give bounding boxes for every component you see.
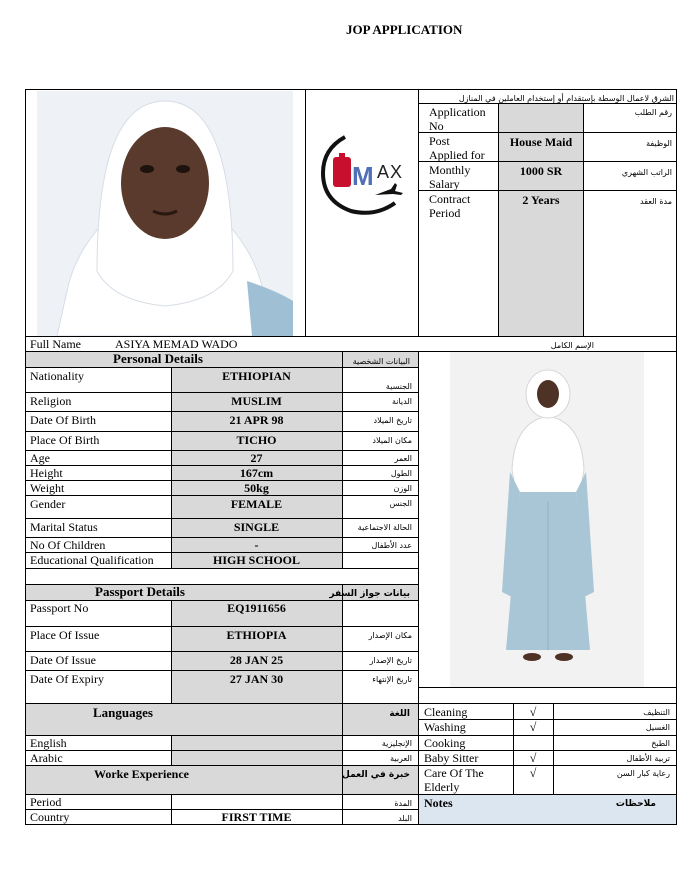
salary-label-ar: الراتب الشهري bbox=[621, 168, 672, 177]
company-name-ar: الشرق لاعمال الوسطة بإستقدام أو إستخدام العاملين في المنازل bbox=[458, 94, 674, 103]
full-name-value: ASIYA MEMAD WADO bbox=[115, 337, 238, 351]
skill-elderly-label-ar: رعاية كبار السن bbox=[616, 769, 670, 778]
period-label-ar: المدة bbox=[394, 799, 412, 808]
passport-no-value: EQ1911656 bbox=[227, 601, 286, 615]
post-label: Post Applied for bbox=[429, 134, 485, 162]
expiry-date-label-ar: تاريخ الإنتهاء bbox=[372, 675, 412, 684]
skill-washing-label: Washing bbox=[424, 720, 466, 734]
post-label-ar: الوظيفة bbox=[646, 139, 672, 148]
company-logo bbox=[319, 123, 407, 217]
country-label: Country bbox=[30, 810, 70, 824]
period-label: Period bbox=[30, 795, 62, 809]
personal-heading-ar: البيانات الشخصية bbox=[352, 357, 410, 366]
full-body-photo bbox=[450, 352, 644, 687]
marital-value: SINGLE bbox=[233, 520, 280, 534]
gender-label: Gender bbox=[30, 497, 66, 511]
passport-heading-ar: بيانات جواز السفر bbox=[329, 589, 410, 599]
full-name-label-ar: الإسم الكامل bbox=[550, 341, 594, 350]
children-label-ar: عدد الأطفال bbox=[371, 541, 412, 550]
application-no-label-ar: رقم الطلب bbox=[634, 108, 672, 117]
skill-baby-sitter-label-ar: تربية الأطفال bbox=[626, 754, 670, 763]
skill-baby-sitter-label: Baby Sitter bbox=[424, 751, 479, 765]
height-value: 167cm bbox=[239, 466, 274, 480]
religion-value: MUSLIM bbox=[231, 394, 282, 408]
arabic-label: Arabic bbox=[30, 751, 63, 765]
skill-cooking-label-ar: الطبخ bbox=[651, 739, 670, 748]
children-value: - bbox=[254, 538, 259, 552]
issue-date-label: Date Of Issue bbox=[30, 653, 96, 667]
marital-label: Marital Status bbox=[30, 520, 98, 534]
dob-value: 21 APR 98 bbox=[229, 413, 284, 427]
skill-elderly-check: √ bbox=[529, 766, 537, 780]
weight-label: Weight bbox=[30, 481, 65, 495]
religion-label-ar: الديانة bbox=[391, 397, 412, 406]
english-label: English bbox=[30, 736, 67, 750]
issue-date-value: 28 JAN 25 bbox=[229, 653, 284, 667]
skill-elderly-label: Care Of The Elderly bbox=[424, 766, 484, 794]
contract-label: Contract Period bbox=[429, 192, 471, 220]
expiry-date-value: 27 JAN 30 bbox=[229, 672, 284, 686]
expiry-date-label: Date Of Expiry bbox=[30, 672, 104, 686]
personal-heading: Personal Details bbox=[113, 351, 203, 366]
age-label-ar: العمر bbox=[394, 454, 412, 463]
arabic-label-ar: العربية bbox=[390, 754, 412, 763]
page-title: JOP APPLICATION bbox=[346, 22, 463, 37]
passport-no-label: Passport No bbox=[30, 601, 89, 615]
svg-text:A: A bbox=[377, 162, 390, 182]
place-issue-label: Place Of Issue bbox=[30, 628, 100, 642]
children-label: No Of Children bbox=[30, 538, 106, 552]
skill-washing-label-ar: الغسيل bbox=[645, 723, 670, 732]
notes-label: Notes bbox=[424, 796, 453, 810]
height-label-ar: الطول bbox=[390, 469, 412, 478]
notes-label-ar: ملاحظات bbox=[615, 799, 656, 809]
issue-date-label-ar: تاريخ الإصدار bbox=[369, 656, 412, 665]
place-issue-value: ETHIOPIA bbox=[226, 628, 287, 642]
full-name-label: Full Name bbox=[30, 337, 81, 351]
nationality-label-ar: الجنسية bbox=[385, 382, 412, 391]
skill-cleaning-label-ar: التنظيف bbox=[643, 708, 670, 717]
skill-washing-check: √ bbox=[529, 720, 537, 734]
place-issue-label-ar: مكان الإصدار bbox=[368, 631, 412, 640]
passport-heading: Passport Details bbox=[95, 584, 185, 599]
post-value: House Maid bbox=[509, 135, 573, 149]
education-value: HIGH SCHOOL bbox=[212, 553, 301, 567]
svg-text:X: X bbox=[390, 162, 403, 182]
gender-label-ar: الجنس bbox=[389, 499, 412, 508]
face-photo bbox=[37, 91, 293, 336]
gender-value: FEMALE bbox=[230, 497, 283, 511]
dob-label-ar: تاريخ الميلاد bbox=[373, 416, 412, 425]
salary-value: 1000 SR bbox=[519, 164, 563, 178]
weight-label-ar: الوزن bbox=[393, 484, 412, 493]
height-label: Height bbox=[30, 466, 63, 480]
weight-value: 50kg bbox=[244, 481, 269, 495]
nationality-label: Nationality bbox=[30, 369, 84, 383]
country-label-ar: البلد bbox=[398, 814, 412, 823]
skill-cleaning-check: √ bbox=[529, 705, 537, 719]
skill-baby-sitter-check: √ bbox=[529, 751, 537, 765]
experience-heading-ar: خبرة في العمل bbox=[342, 770, 410, 780]
pob-label: Place Of Birth bbox=[30, 433, 100, 447]
salary-label: Monthly Salary bbox=[429, 163, 471, 191]
pob-value: TICHO bbox=[236, 433, 277, 447]
religion-label: Religion bbox=[30, 394, 72, 408]
skill-cleaning-label: Cleaning bbox=[424, 705, 468, 719]
english-label-ar: الإنجليزية bbox=[381, 739, 412, 748]
education-label: Educational Qualification bbox=[30, 553, 154, 567]
application-no-label: Application No bbox=[429, 105, 486, 133]
dob-label: Date Of Birth bbox=[30, 413, 96, 427]
contract-value: 2 Years bbox=[522, 193, 560, 207]
svg-text:M: M bbox=[352, 161, 374, 191]
marital-label-ar: الحالة الاجتماعية bbox=[357, 523, 412, 532]
experience-heading: Worke Experience bbox=[94, 767, 189, 781]
skill-cooking-label: Cooking bbox=[424, 736, 466, 750]
languages-heading: Languages bbox=[93, 705, 153, 720]
contract-label-ar: مدة العقد bbox=[640, 197, 672, 206]
age-value: 27 bbox=[250, 451, 263, 465]
country-value: FIRST TIME bbox=[221, 810, 292, 824]
languages-heading-ar: اللغة bbox=[389, 709, 410, 719]
nationality-value: ETHIOPIAN bbox=[222, 369, 291, 383]
age-label: Age bbox=[30, 451, 50, 465]
pob-label-ar: مكان الميلاد bbox=[372, 436, 412, 445]
